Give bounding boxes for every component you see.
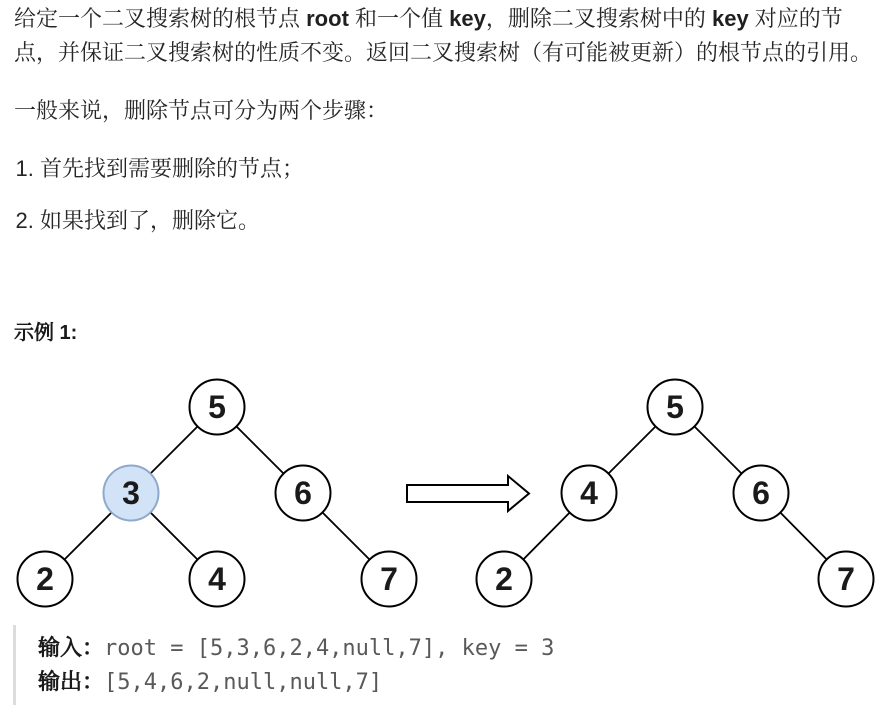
deletion-steps-list: [14, 152, 878, 238]
statement-text-2: 和一个值: [348, 6, 450, 31]
tree-figure-svg: [0, 369, 892, 619]
output-label: 输出：: [38, 669, 105, 694]
tree-after-deletion: [477, 380, 874, 607]
key-keyword: key: [449, 6, 486, 31]
output-value: [5,4,6,2,null,null,7]: [104, 670, 383, 695]
statement-text-1: 给定一个二叉搜索树的根节点: [14, 6, 307, 31]
example-io-block: [13, 625, 892, 705]
tree-node-label: 6: [294, 475, 312, 511]
example-1-heading: 示例 1:: [14, 322, 78, 344]
tree-node-label: 5: [208, 389, 226, 425]
tree-node-label: 7: [380, 561, 398, 597]
key-keyword-2: key: [711, 6, 749, 31]
problem-description: [0, 0, 892, 345]
step-item-1: 1. 首先找到需要删除的节点；: [40, 152, 878, 186]
tree-node-label: 4: [208, 561, 226, 597]
root-keyword: root: [306, 6, 349, 31]
tree-node-label: 2: [495, 561, 513, 597]
problem-statement: [14, 2, 878, 70]
step-item-2: 2. 如果找到了，删除它。: [40, 204, 878, 238]
input-value: root = [5,3,6,2,4,null,7], key = 3: [104, 636, 555, 661]
tree-node-label: 4: [580, 475, 598, 511]
tree-before-deletion: [18, 380, 417, 607]
steps-intro: 一般来说，删除节点可分为两个步骤：: [14, 98, 389, 123]
statement-text-3: ，删除二叉搜索树中的: [485, 6, 712, 31]
input-label: 输入：: [38, 635, 105, 660]
tree-node-label: 2: [36, 561, 54, 597]
bst-figure: [0, 369, 892, 619]
tree-node-label: 5: [666, 389, 684, 425]
tree-node-label: 6: [752, 475, 770, 511]
tree-node-label: 3: [122, 475, 140, 511]
transform-arrow-icon: [407, 476, 529, 511]
tree-node-label: 7: [837, 561, 855, 597]
statement-text-4: 对应的节点，并保证二叉搜索树的性质不变。返回二叉搜索树（有可能被更新）的根节点的引用。: [14, 6, 873, 65]
